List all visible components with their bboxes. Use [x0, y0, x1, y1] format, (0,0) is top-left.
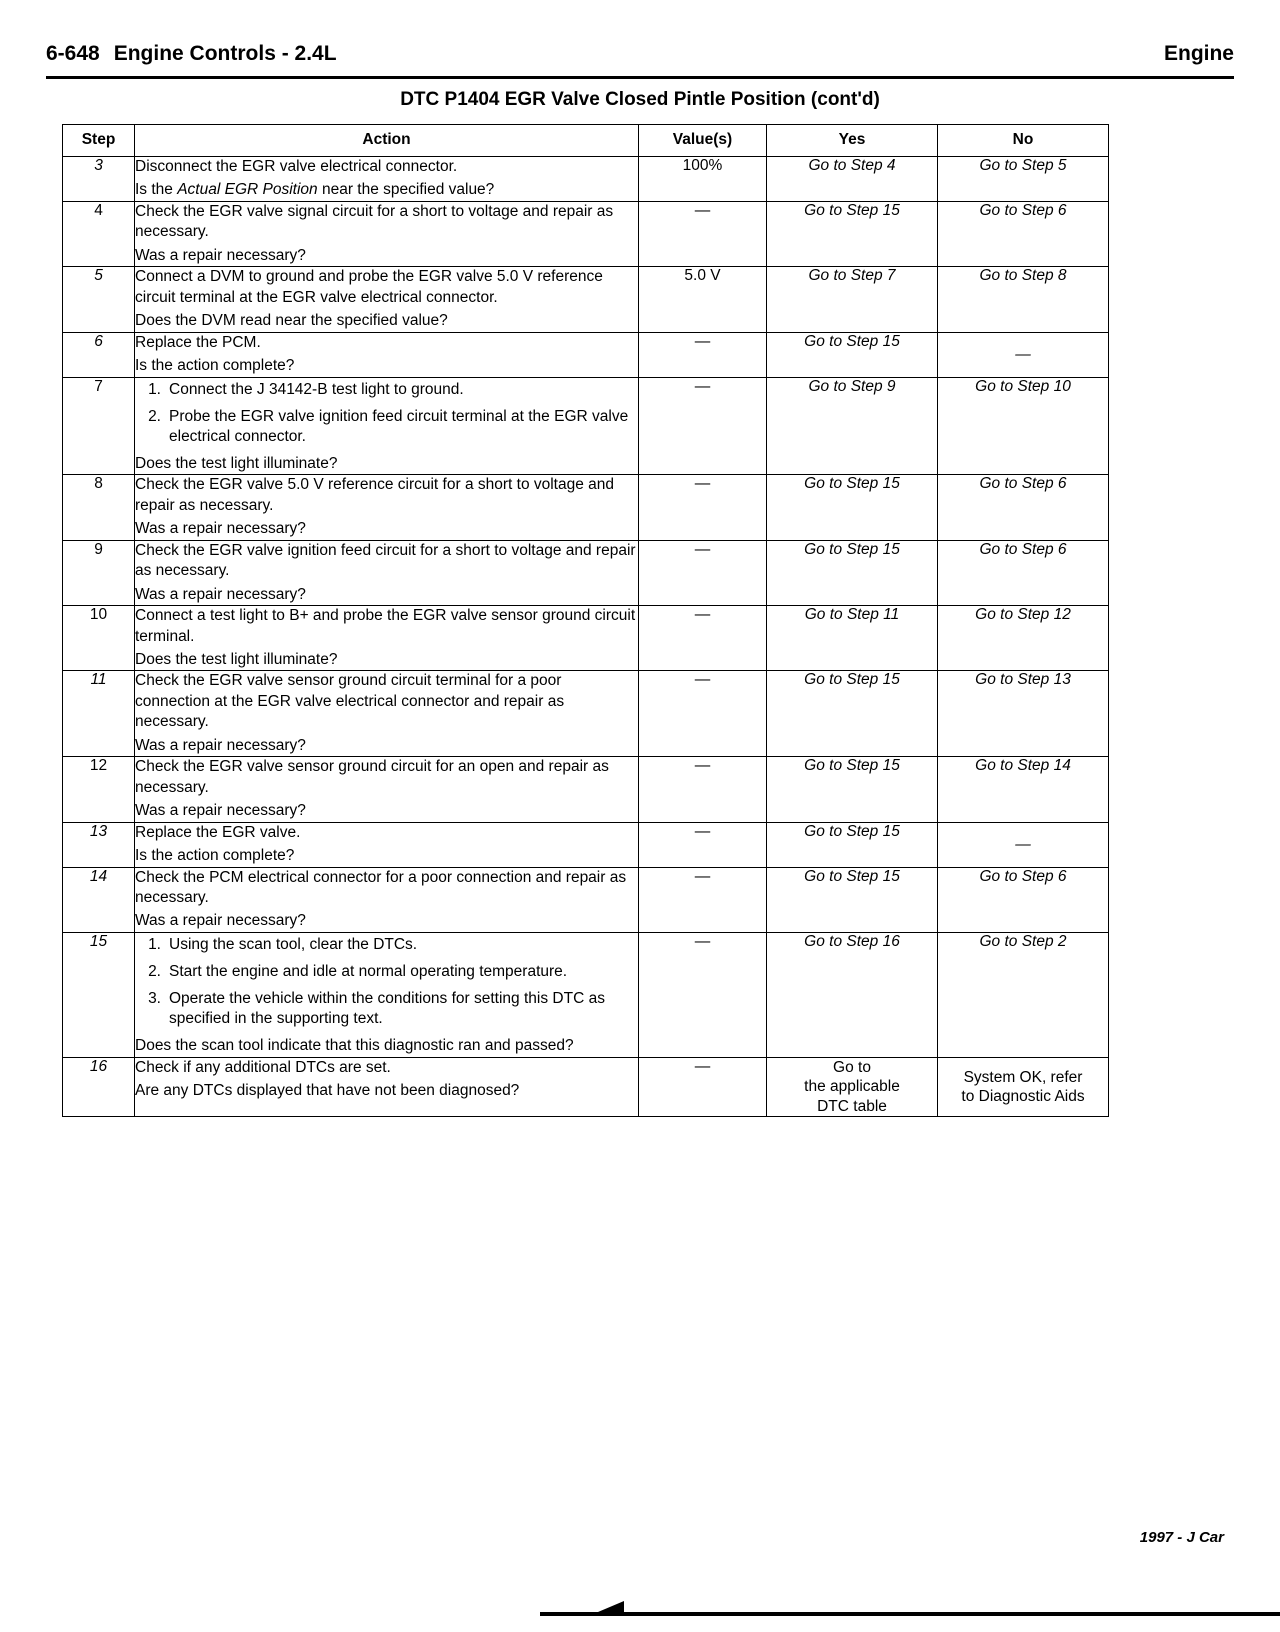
cell-yes: [767, 1057, 938, 1116]
action-line: Check the EGR valve ignition feed circuit for a short to voltage and repair as necessary.: [135, 541, 636, 580]
cell-action: [135, 606, 639, 671]
list-number: 3.: [148, 990, 161, 1008]
cell-step: 7: [63, 377, 135, 475]
action-line: Check the EGR valve signal circuit for a short to voltage and repair as necessary.: [135, 202, 614, 241]
action-line: Connect a DVM to ground and probe the EGR valve 5.0 V reference circuit terminal at the EGR valve electrical connector.: [135, 268, 603, 306]
cell-yes: Go to Step 15: [767, 867, 938, 932]
table-row: [63, 671, 1109, 757]
cell-yes: Go to Step 15: [767, 201, 938, 266]
table-row: [63, 157, 1109, 202]
header-divider: [46, 76, 1234, 79]
action-line: Check the EGR valve 5.0 V reference circuit for a short to voltage and repair as necessary.: [135, 476, 615, 514]
cell-action: [135, 201, 639, 266]
cell-value: —: [639, 606, 767, 671]
cell-step: 3: [63, 157, 135, 202]
cell-yes: Go to Step 11: [767, 606, 938, 671]
table-row: [63, 822, 1109, 867]
action-question: Was a repair necessary?: [135, 520, 306, 538]
action-question: Was a repair necessary?: [135, 246, 306, 264]
table-row: [63, 1057, 1109, 1116]
action-line: Connect a test light to B+ and probe the EGR valve sensor ground circuit terminal.: [135, 607, 636, 645]
list-item: [135, 962, 638, 982]
list-number: 1.: [148, 935, 161, 953]
cell-value: —: [639, 377, 767, 475]
cell-yes-line: the applicable: [804, 1078, 900, 1096]
cell-yes-line: DTC table: [817, 1097, 887, 1115]
table-row: [63, 377, 1109, 475]
list-text: Probe the EGR valve ignition feed circuit terminal at the EGR valve electrical connector.: [169, 407, 629, 445]
cell-no: [938, 1057, 1109, 1116]
cell-action: [135, 867, 639, 932]
header-right-label: Engine: [1163, 42, 1234, 65]
cell-yes: Go to Step 15: [767, 540, 938, 605]
cell-step: 16: [63, 1057, 135, 1116]
list-item: [135, 989, 638, 1029]
cell-no: Go to Step 14: [938, 757, 1109, 822]
table-row: [63, 540, 1109, 605]
action-question: Was a repair necessary?: [135, 912, 306, 930]
cell-step: 9: [63, 540, 135, 605]
table-row: [63, 267, 1109, 332]
cell-value: —: [639, 822, 767, 867]
cell-no: Go to Step 5: [938, 157, 1109, 202]
cell-no: Go to Step 6: [938, 540, 1109, 605]
cell-value: —: [639, 757, 767, 822]
column-header-yes: Yes: [767, 125, 938, 157]
question-prefix: Is the: [135, 181, 178, 199]
question-emphasis: Actual EGR Position: [177, 181, 318, 199]
action-line: Check if any additional DTCs are set.: [135, 1058, 391, 1076]
action-question: Does the test light illuminate?: [135, 651, 338, 669]
action-line: Check the PCM electrical connector for a poor connection and repair as necessary.: [135, 868, 627, 907]
cell-action: [135, 332, 639, 377]
cell-value: —: [639, 475, 767, 540]
table-row: [63, 932, 1109, 1057]
table-row: [63, 606, 1109, 671]
column-header-step: Step: [63, 125, 135, 157]
numbered-action-list: [135, 380, 638, 447]
cell-no-line: System OK, refer: [963, 1068, 1083, 1086]
cell-value: —: [639, 1057, 767, 1116]
table-row: [63, 332, 1109, 377]
list-item: [135, 380, 638, 400]
cell-no: Go to Step 10: [938, 377, 1109, 475]
cell-no: Go to Step 12: [938, 606, 1109, 671]
page-header: [46, 42, 1234, 66]
cell-action: [135, 540, 639, 605]
list-item: [135, 407, 638, 447]
cell-action: [135, 157, 639, 202]
cell-step: 10: [63, 606, 135, 671]
list-number: 2.: [148, 963, 161, 981]
action-line: Check the EGR valve sensor ground circuit for an open and repair as necessary.: [135, 758, 609, 796]
action-question: Was a repair necessary?: [135, 585, 306, 603]
cell-step: 11: [63, 671, 135, 757]
column-header-value: Value(s): [639, 125, 767, 157]
cell-no: Go to Step 2: [938, 932, 1109, 1057]
cell-action: [135, 932, 639, 1057]
action-question: Was a repair necessary?: [135, 736, 306, 754]
page-number: 6-648: [46, 42, 100, 65]
cell-no: Go to Step 6: [938, 201, 1109, 266]
footer-bar: [540, 1612, 1280, 1616]
action-question: Was a repair necessary?: [135, 802, 306, 820]
cell-step: 15: [63, 932, 135, 1057]
action-question: Are any DTCs displayed that have not been diagnosed?: [135, 1082, 520, 1100]
cell-no: Go to Step 6: [938, 867, 1109, 932]
diagnostic-table: [62, 124, 1109, 1117]
cell-no: Go to Step 13: [938, 671, 1109, 757]
page-title: DTC P1404 EGR Valve Closed Pintle Position (cont'd): [400, 89, 880, 110]
table-row: [63, 201, 1109, 266]
footer-bar-tick: [598, 1601, 624, 1612]
cell-action: [135, 671, 639, 757]
cell-value: —: [639, 671, 767, 757]
table-row: [63, 475, 1109, 540]
cell-yes: Go to Step 9: [767, 377, 938, 475]
list-text: Using the scan tool, clear the DTCs.: [169, 935, 418, 953]
cell-no: Go to Step 6: [938, 475, 1109, 540]
cell-yes: Go to Step 7: [767, 267, 938, 332]
cell-yes: Go to Step 16: [767, 932, 938, 1057]
action-line: Disconnect the EGR valve electrical connector.: [135, 158, 458, 175]
column-header-no: No: [938, 125, 1109, 157]
table-header-row: [63, 125, 1109, 157]
cell-step: 8: [63, 475, 135, 540]
cell-action: [135, 377, 639, 475]
cell-no-line: to Diagnostic Aids: [961, 1088, 1085, 1105]
list-number: 2.: [148, 407, 161, 425]
cell-value: —: [639, 932, 767, 1057]
cell-yes: Go to Step 15: [767, 332, 938, 377]
cell-action: [135, 1057, 639, 1116]
table-row: [63, 757, 1109, 822]
page-header-left: [46, 42, 337, 66]
cell-value: —: [639, 332, 767, 377]
action-question: Does the DVM read near the specified value?: [135, 312, 448, 330]
cell-step: 4: [63, 201, 135, 266]
action-question: [135, 180, 638, 200]
cell-step: 6: [63, 332, 135, 377]
cell-action: [135, 822, 639, 867]
cell-value: 5.0 V: [639, 267, 767, 332]
list-number: 1.: [148, 380, 161, 398]
table-row: [63, 867, 1109, 932]
list-text: Start the engine and idle at normal operating temperature.: [169, 963, 568, 981]
cell-value: —: [639, 201, 767, 266]
cell-action: [135, 475, 639, 540]
action-question: Is the action complete?: [135, 847, 295, 865]
cell-step: 12: [63, 757, 135, 822]
cell-no: Go to Step 8: [938, 267, 1109, 332]
section-title: Engine Controls - 2.4L: [113, 42, 337, 65]
action-question: Does the scan tool indicate that this diagnostic ran and passed?: [135, 1037, 574, 1055]
cell-yes: Go to Step 4: [767, 157, 938, 202]
question-suffix: near the specified value?: [317, 181, 495, 199]
list-text: Connect the J 34142-B test light to ground.: [169, 380, 464, 398]
cell-yes-line: Go to: [833, 1058, 871, 1076]
numbered-action-list: [135, 935, 638, 1030]
action-line: Check the EGR valve sensor ground circuit terminal for a poor connection at the EGR valve electrical connector and repair as necessary.: [135, 672, 565, 731]
diagnostic-table-container: [62, 124, 1108, 1117]
page-footer: 1997 - J Car: [1139, 1529, 1224, 1546]
list-text: Operate the vehicle within the conditions for setting this DTC as specified in the supporting text.: [169, 990, 605, 1028]
cell-no: —: [938, 822, 1109, 867]
cell-step: 14: [63, 867, 135, 932]
cell-value: —: [639, 867, 767, 932]
cell-step: 5: [63, 267, 135, 332]
action-line: Replace the EGR valve.: [135, 823, 301, 841]
action-question: Is the action complete?: [135, 357, 295, 375]
cell-step: 13: [63, 822, 135, 867]
cell-yes: Go to Step 15: [767, 475, 938, 540]
cell-no: —: [938, 332, 1109, 377]
cell-value: 100%: [639, 157, 767, 202]
cell-action: [135, 757, 639, 822]
action-line: Replace the PCM.: [135, 333, 261, 351]
cell-yes: Go to Step 15: [767, 757, 938, 822]
cell-yes: Go to Step 15: [767, 822, 938, 867]
column-header-action: Action: [135, 125, 639, 157]
cell-action: [135, 267, 639, 332]
cell-yes: Go to Step 15: [767, 671, 938, 757]
cell-value: —: [639, 540, 767, 605]
action-question: Does the test light illuminate?: [135, 454, 338, 472]
list-item: [135, 935, 638, 955]
